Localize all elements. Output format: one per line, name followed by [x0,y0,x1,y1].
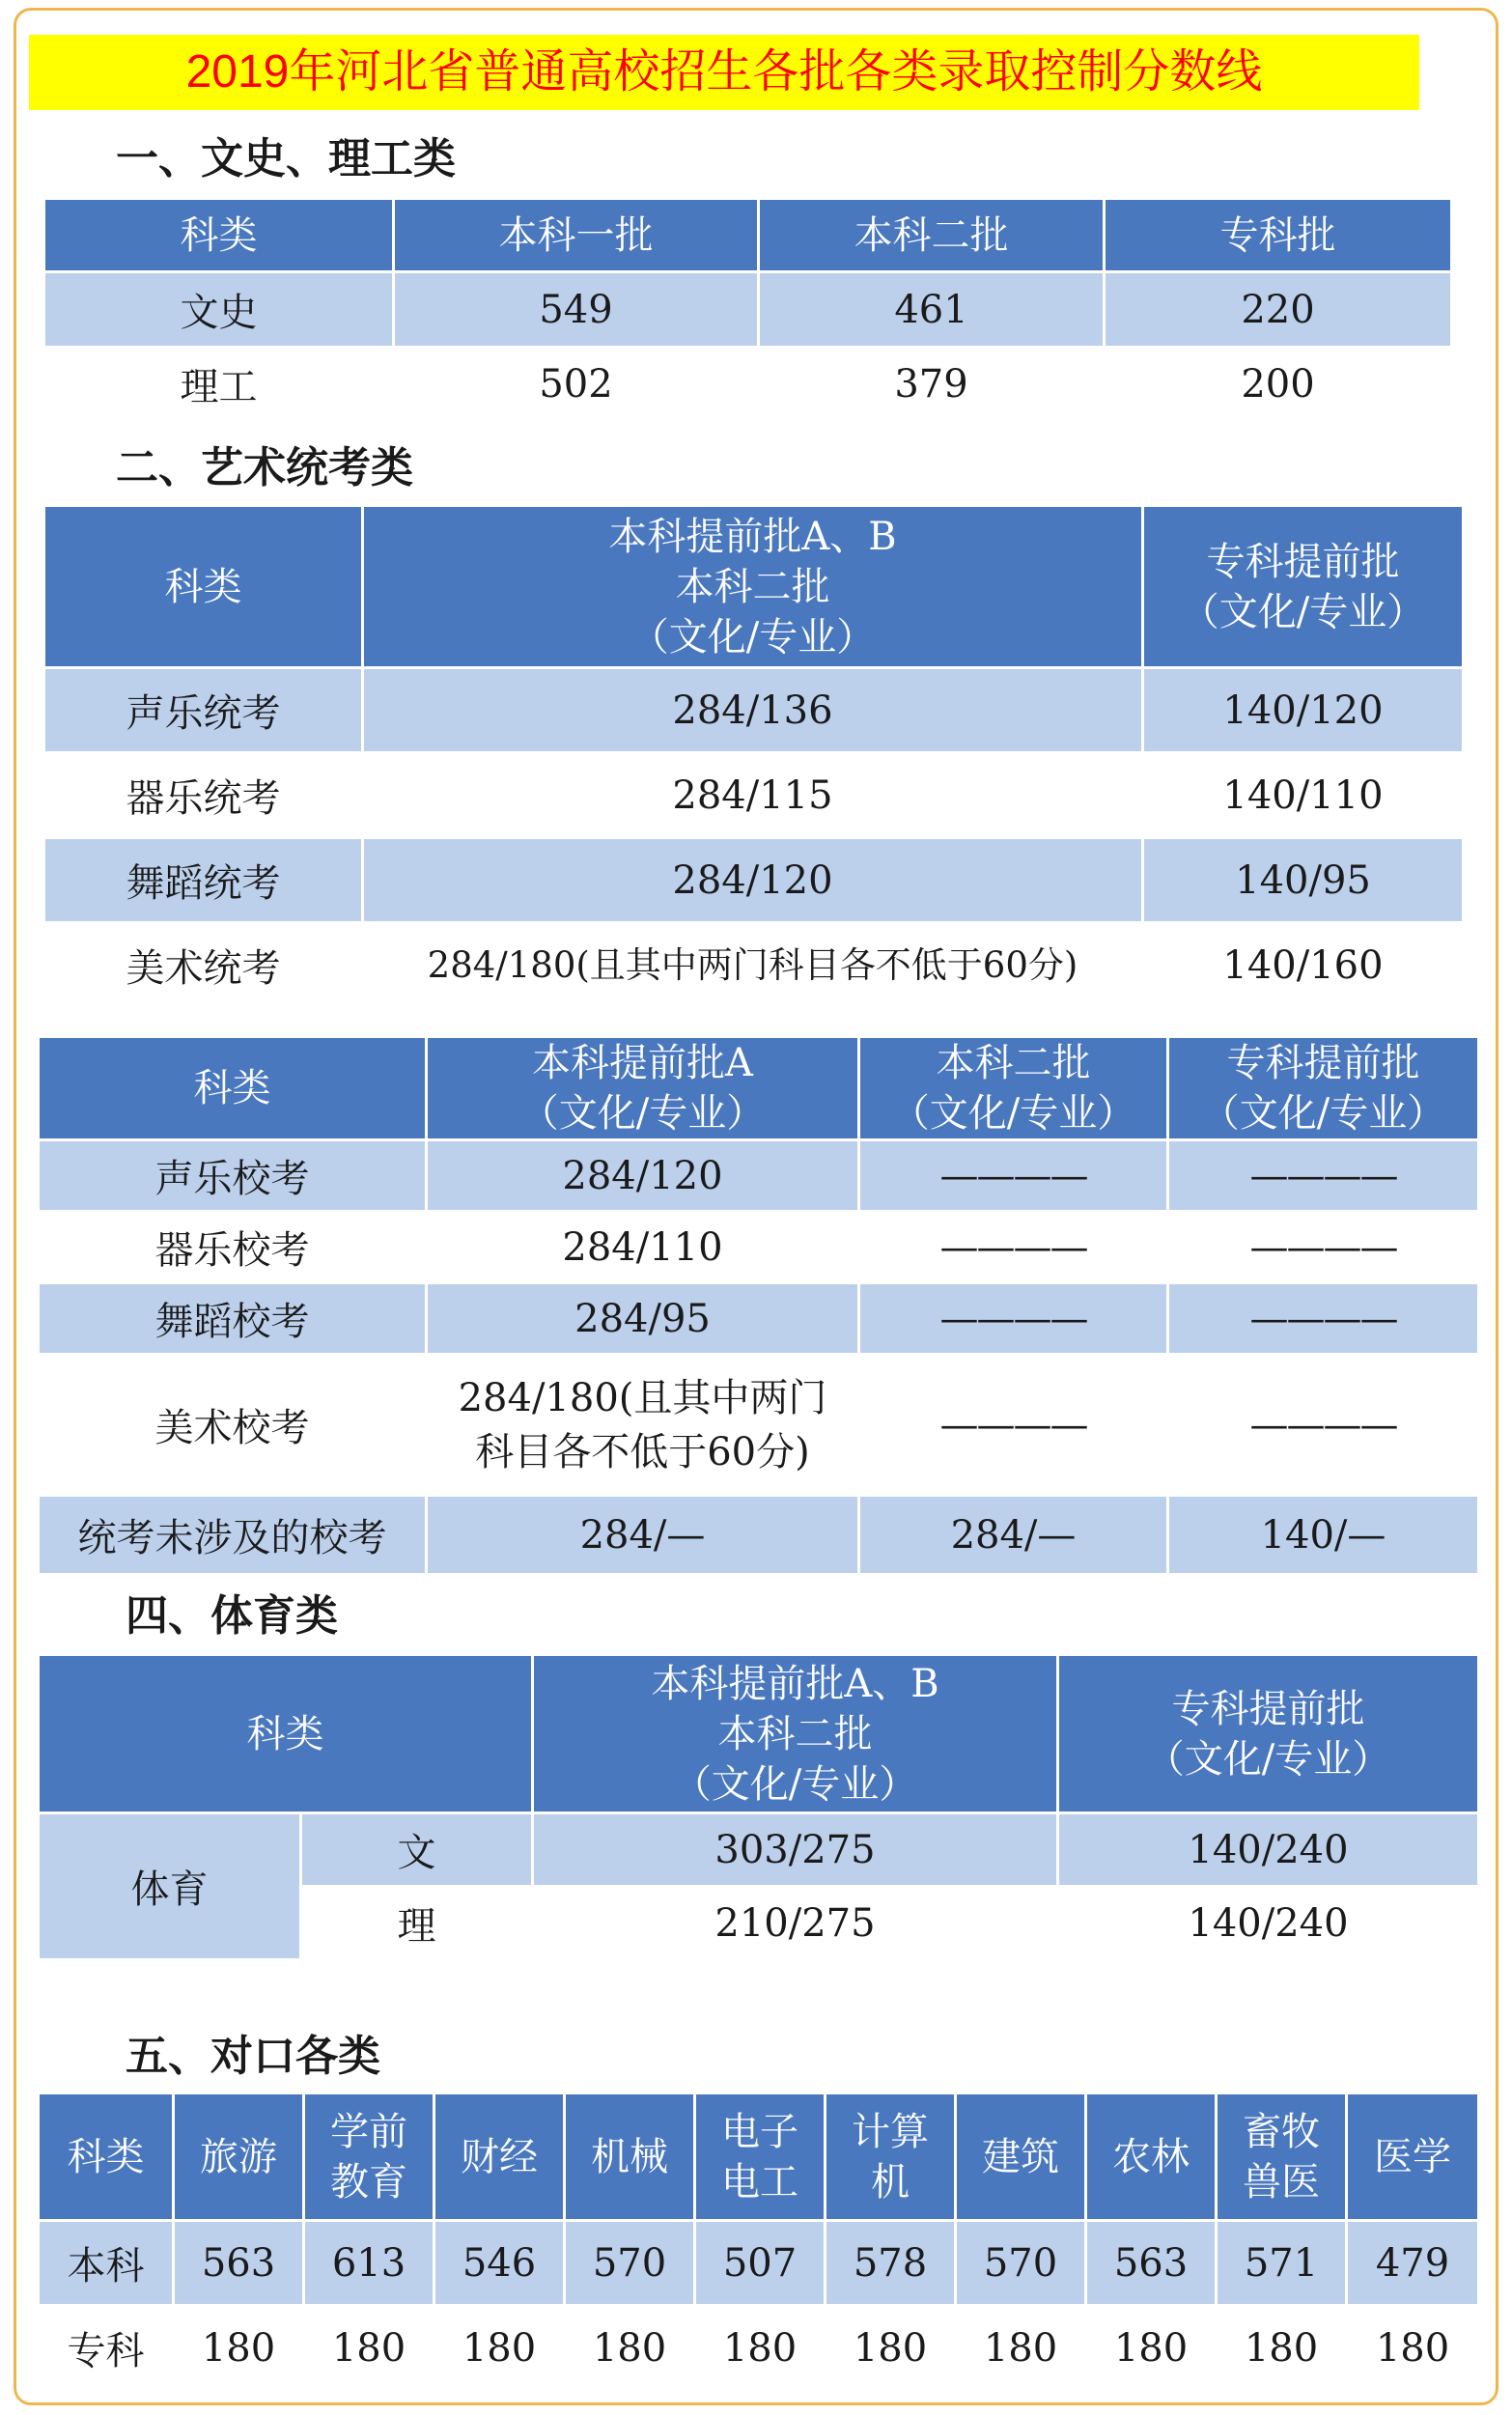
score-cell: ———— [1168,1283,1479,1355]
score-cell: 180 [826,2306,956,2391]
score-cell: 502 [394,348,759,421]
table-wen-li [42,197,1453,422]
table-row [39,1212,1479,1283]
header-benke-erpi: 本科二批 [759,199,1105,272]
table-row [39,1496,1479,1575]
header-jixie: 机械 [565,2093,695,2221]
score-cell: 180 [434,2306,565,2391]
header-xumu-shouyi: 畜牧 兽医 [1217,2093,1347,2221]
header-kelei: 科类 [39,1037,427,1140]
header-zhuanke: 专科批 [1105,199,1452,272]
table-row [44,272,1452,348]
header-jianzhu: 建筑 [956,2093,1086,2221]
table-row [39,1283,1479,1355]
score-cell: 546 [434,2221,565,2306]
header-xueqian-jiaoyu: 学前 教育 [304,2093,434,2221]
score-cell: 563 [1086,2221,1217,2306]
row-label: 美术校考 [39,1355,427,1496]
header-nonglin: 农林 [1086,2093,1217,2221]
score-cell: 379 [759,348,1105,421]
score-cell: 140/120 [1143,668,1464,753]
table-art-school [37,1035,1480,1576]
section1-heading: 一、文史、理工类 [116,134,456,183]
score-cell: 180 [1347,2306,1479,2391]
score-cell: 613 [304,2221,434,2306]
table-art-unified [42,504,1465,1009]
score-cell: 140/240 [1058,1813,1479,1887]
score-cell: 479 [1347,2221,1479,2306]
row-label: 统考未涉及的校考 [39,1496,427,1575]
header-kelei: 科类 [44,199,394,272]
table-row [44,753,1464,838]
score-cell: 140/110 [1143,753,1464,838]
table-row [44,668,1464,753]
table-row [39,1355,1479,1496]
score-cell: 180 [174,2306,304,2391]
table-row [39,2221,1479,2306]
header-kelei: 科类 [39,2093,174,2221]
section2-heading: 二、艺术统考类 [116,443,413,492]
table-vocational [37,2092,1480,2392]
score-cell: ———— [859,1283,1168,1355]
header-jisuanji: 计算 机 [826,2093,956,2221]
score-cell: 549 [394,272,759,348]
group-label: 体育 [39,1813,301,1960]
header-benke-yipi: 本科一批 [394,199,759,272]
section4-heading: 四、体育类 [126,1591,338,1641]
header-benke-erpi: 本科二批 （文化/专业） [859,1037,1168,1140]
table-row [39,1813,1479,1887]
score-cell: 210/275 [533,1887,1058,1960]
score-cell: 563 [174,2221,304,2306]
score-cell: 570 [565,2221,695,2306]
score-cell: 571 [1217,2221,1347,2306]
table-row [44,923,1464,1008]
header-yixue: 医学 [1347,2093,1479,2221]
row-label: 文史 [44,272,394,348]
score-cell: 180 [956,2306,1086,2391]
score-cell: 284/120 [427,1140,859,1212]
header-zhuanke-tiqian: 专科提前批 （文化/专业） [1168,1037,1479,1140]
table-row [39,1140,1479,1212]
score-cell: 284/120 [363,838,1143,923]
header-zhuanke-tiqian: 专科提前批 （文化/专业） [1058,1655,1479,1813]
row-label: 舞蹈校考 [39,1283,427,1355]
score-cell: 284/136 [363,668,1143,753]
header-kelei: 科类 [44,506,363,668]
row-label: 本科 [39,2221,174,2306]
row-label: 器乐校考 [39,1212,427,1283]
score-cell: 140/— [1168,1496,1479,1575]
header-zhuanke-tiqian: 专科提前批 （文化/专业） [1143,506,1464,668]
score-cell: ———— [859,1355,1168,1496]
score-cell: 284/180(且其中两门 科目各不低于60分) [427,1355,859,1496]
row-label: 舞蹈统考 [44,838,363,923]
row-label: 声乐统考 [44,668,363,753]
row-label: 专科 [39,2306,174,2391]
header-lvyou: 旅游 [174,2093,304,2221]
table-row [44,838,1464,923]
row-label: 文 [301,1813,533,1887]
table-row [39,2306,1479,2391]
score-cell: 303/275 [533,1813,1058,1887]
header-benke-tiqian-ab: 本科提前批A、B 本科二批 （文化/专业） [533,1655,1058,1813]
header-dianzi-diangong: 电子 电工 [695,2093,826,2221]
score-cell: 507 [695,2221,826,2306]
header-caijing: 财经 [434,2093,565,2221]
row-label: 器乐统考 [44,753,363,838]
header-benke-tiqian-ab: 本科提前批A、B 本科二批 （文化/专业） [363,506,1143,668]
table-sports [37,1653,1480,1961]
score-cell: ———— [859,1140,1168,1212]
header-kelei: 科类 [39,1655,533,1813]
score-cell: 140/95 [1143,838,1464,923]
score-cell: 220 [1105,272,1452,348]
page-title: 2019年河北省普通高校招生各批各类录取控制分数线 [29,35,1419,110]
row-label: 声乐校考 [39,1140,427,1212]
score-cell: ———— [1168,1355,1479,1496]
score-cell: 578 [826,2221,956,2306]
section5-heading: 五、对口各类 [126,2032,380,2081]
score-cell: ———— [859,1212,1168,1283]
score-cell: 180 [565,2306,695,2391]
score-cell: 284/110 [427,1212,859,1283]
score-cell: 284/180(且其中两门科目各不低于60分) [363,923,1143,1008]
header-benke-tiqian-a: 本科提前批A （文化/专业） [427,1037,859,1140]
score-cell: 284/— [859,1496,1168,1575]
score-cell: 140/160 [1143,923,1464,1008]
score-cell: 284/115 [363,753,1143,838]
score-cell: 180 [695,2306,826,2391]
score-cell: 200 [1105,348,1452,421]
score-cell: 180 [304,2306,434,2391]
score-cell: 570 [956,2221,1086,2306]
score-cell: 180 [1086,2306,1217,2391]
row-label: 理工 [44,348,394,421]
row-label: 美术统考 [44,923,363,1008]
score-cell: 140/240 [1058,1887,1479,1960]
score-cell: ———— [1168,1212,1479,1283]
score-cell: 180 [1217,2306,1347,2391]
score-cell: 284/— [427,1496,859,1575]
score-cell: 461 [759,272,1105,348]
row-label: 理 [301,1887,533,1960]
table-row [44,348,1452,421]
score-cell: ———— [1168,1140,1479,1212]
score-cell: 284/95 [427,1283,859,1355]
